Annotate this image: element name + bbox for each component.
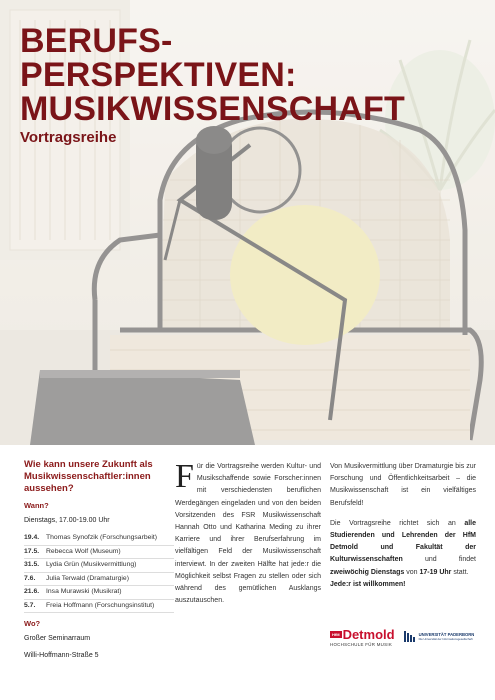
- when-time: Dienstags, 17.00-19.00 Uhr: [24, 517, 110, 524]
- text-run-bold: 17-19 Uhr: [419, 568, 452, 576]
- talk-row: [24, 559, 174, 573]
- subtitle: Vortragsreihe: [20, 129, 117, 146]
- talk-row: [24, 546, 174, 560]
- upb-emblem-icon: [403, 629, 417, 643]
- talk-date: 5.7.: [24, 601, 36, 609]
- description-paragraph: ür die Vortragsreihe werden Kultur- und Musikschaffende sowie Forscher:innen mit verschiedensten beruflichen Werdegängen eingeladen und von den beiden Vorsitzenden des FSR Musikwissenschaft Hannah Otto und Katharina Meding zu ihrer Karriere und ihrer Berufserfahrung im vielfältigen Feld der Musikwissenschaft interviewt. In der zweiten Hälfte hat jede:r die Möglichkeit selbst Fragen zu stellen oder sich während des gemütlichen Ausklangs auszutauschen.: [175, 463, 321, 605]
- text-run: von: [404, 568, 420, 576]
- talk-date: 31.5.: [24, 561, 40, 568]
- text-run-bold: zweiwöchig Dienstags: [330, 568, 405, 576]
- upb-logo: [403, 629, 475, 643]
- hfm-detmold-logo: [330, 628, 395, 647]
- talk-speaker: Thomas Synofzik (Forschungsarbeit): [46, 534, 158, 541]
- hfm-name: Detmold: [342, 627, 395, 642]
- where-label: Wo?: [24, 619, 41, 628]
- text-run: Die Vortragsreihe richtet sich an: [330, 519, 465, 527]
- upb-tagline: Die Universität der Informationsgesellschaft: [418, 636, 473, 641]
- when-label: Wann?: [24, 501, 49, 510]
- text-run: und findet: [402, 556, 476, 564]
- dropcap: F: [175, 458, 194, 495]
- audience-column: [330, 461, 476, 591]
- text-run-bold: alle Studierenden und Lehrenden der HfM Detmold und Fakultät der Kulturwissenschaften: [330, 519, 476, 564]
- talk-speaker: Insa Murawski (Musikrat): [46, 588, 122, 595]
- welcome-line: Jede:r ist willkommen!: [330, 580, 406, 588]
- hfm-subtitle: HOCHSCHULE FÜR MUSIK: [330, 642, 393, 647]
- talk-date: 19.4.: [24, 534, 40, 541]
- title-line-2: PERSPEKTIVEN:: [20, 56, 297, 94]
- talk-speaker: Lydia Grün (Musikvermittlung): [46, 561, 137, 568]
- hfm-badge: HfM: [332, 632, 340, 637]
- place-name: Großer Seminarraum: [24, 635, 91, 642]
- talk-row: [24, 532, 174, 546]
- audience-paragraph: [330, 518, 476, 579]
- info-column: [24, 459, 174, 661]
- talk-date: 21.6.: [24, 588, 40, 595]
- fields-paragraph: Von Musikvermittlung über Dramaturgie bis zur Forschung und Öffentlichkeitsarbeit – die Musikwissenschaft ist ein vielfältiges Berufsfeld!: [330, 463, 476, 507]
- text-run: statt.: [451, 568, 469, 576]
- talk-speaker: Julia Terwald (Dramaturgie): [46, 574, 129, 582]
- talk-row: [24, 573, 174, 587]
- title-line-1: BERUFS-: [20, 22, 173, 60]
- address: Willi-Hoffmann-Straße 5: [24, 652, 99, 659]
- logos: [330, 628, 490, 658]
- question-heading: Wie kann unsere Zukunft als Musikwissenschaftler:innen aussehen?: [24, 459, 153, 494]
- description-column: [175, 458, 321, 607]
- talk-speaker: Freia Hoffmann (Forschungsinstitut): [46, 601, 155, 609]
- talk-row: [24, 600, 174, 614]
- talk-list: [24, 532, 174, 613]
- talk-speaker: Rebecca Wolf (Museum): [46, 547, 121, 555]
- talk-date: 17.5.: [24, 547, 40, 555]
- talk-date: 7.6.: [24, 574, 36, 582]
- title-line-3: MUSIKWISSENSCHAFT: [20, 90, 405, 128]
- title-block: [20, 24, 480, 146]
- talk-row: [24, 586, 174, 600]
- upb-name: UNIVERSITÄT PADERBORN: [418, 631, 475, 637]
